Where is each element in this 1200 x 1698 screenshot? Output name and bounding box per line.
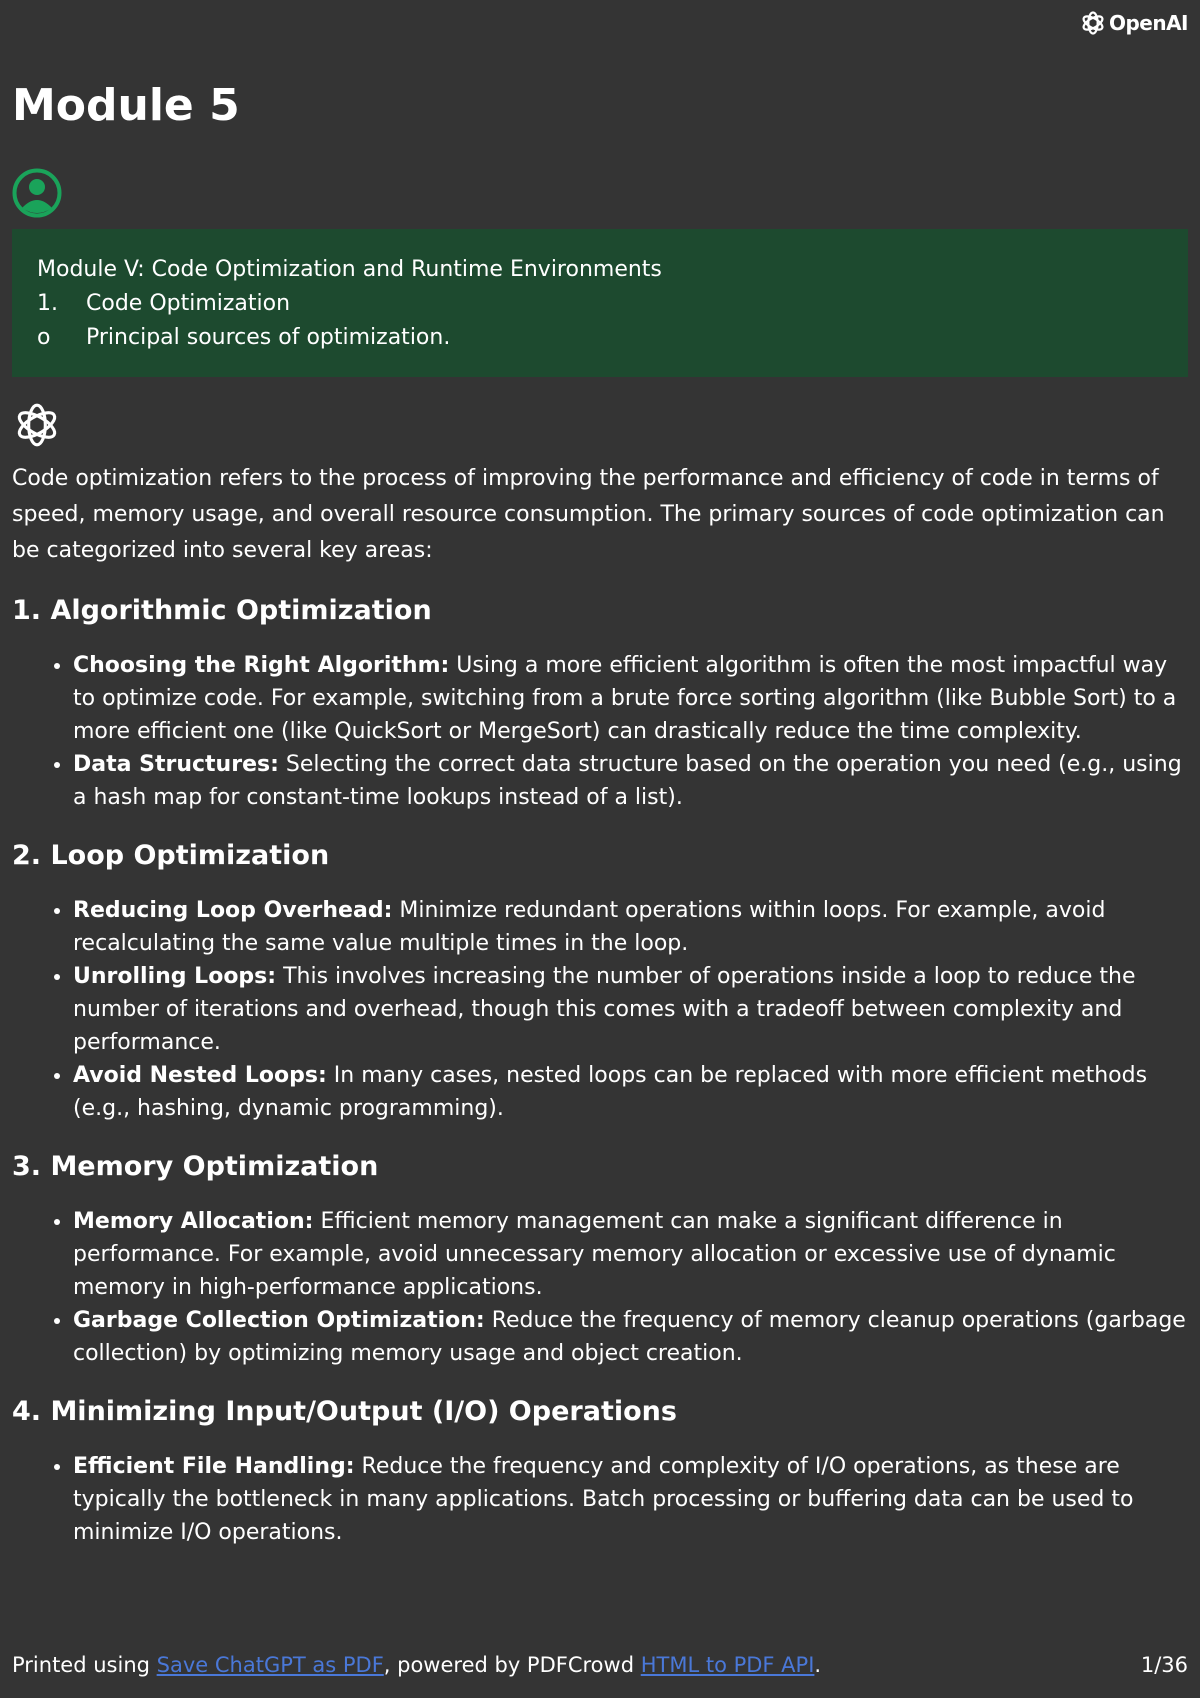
- list-item-text: Minimize redundant operations within loops. For example, avoid recalculating the same value multiple times in the loop.: [73, 898, 1106, 956]
- list-item: [73, 1304, 1188, 1370]
- list-item-term: Efficient File Handling:: [73, 1454, 355, 1479]
- list-item-text: This involves increasing the number of operations inside a loop to reduce the number of iterations and overhead, though this comes with a tradeoff between complexity and performance.: [73, 964, 1136, 1055]
- html-to-pdf-api-link[interactable]: HTML to PDF API: [640, 1653, 815, 1677]
- footer-suffix: .: [814, 1653, 822, 1677]
- list-item-text: In many cases, nested loops can be replaced with more efficient methods (e.g., hashing, dynamic programming).: [73, 1063, 1148, 1121]
- footer-middle: , powered by PDFCrowd: [383, 1653, 641, 1677]
- page-footer: [12, 1650, 1188, 1680]
- list-item-text: Using a more efficient algorithm is often the most impactful way to optimize code. For example, switching from a brute force sorting algorithm (like Bubble Sort) to a more efficient one (like QuickSort or MergeSort) can drastically reduce the time complexity.: [73, 653, 1177, 744]
- save-chatgpt-pdf-link[interactable]: Save ChatGPT as PDF: [156, 1653, 384, 1677]
- response-intro: Code optimization refers to the process of improving the performance and efficiency of code in terms of speed, memory usage, and overall resource consumption. The primary sources of code optimization can be categorized into several key areas:: [12, 466, 1165, 563]
- list-item-term: Garbage Collection Optimization:: [73, 1308, 485, 1333]
- section-list: [12, 1450, 1188, 1549]
- user-avatar: [12, 168, 62, 222]
- section-heading: 1. Algorithmic Optimization: [12, 595, 432, 626]
- list-item-text: Reduce the frequency and complexity of I/O operations, as these are typically the bottleneck in many applications. Batch processing or buffering data can be used to minimize I/O operations.: [73, 1454, 1134, 1545]
- list-item-term: Choosing the Right Algorithm:: [73, 653, 450, 678]
- prompt-line-text: Principal sources of optimization.: [86, 325, 451, 350]
- section-heading: 2. Loop Optimization: [12, 840, 330, 871]
- list-item: [73, 748, 1188, 814]
- user-avatar-icon: [12, 168, 62, 218]
- assistant-response: [12, 461, 1188, 1549]
- list-item-text: Reduce the frequency of memory cleanup operations (garbage collection) by optimizing memory usage and object creation.: [73, 1308, 1186, 1366]
- list-item-term: Reducing Loop Overhead:: [73, 898, 393, 923]
- page-number: 1/36: [1140, 1653, 1188, 1677]
- list-item-text: Selecting the correct data structure based on the operation you need (e.g., using a hash map for constant-time lookups instead of a list).: [73, 752, 1182, 810]
- list-item: [73, 1205, 1188, 1304]
- user-prompt-box: [12, 229, 1188, 377]
- list-item-term: Data Structures:: [73, 752, 279, 777]
- brand-name: OpenAI: [1108, 11, 1188, 35]
- section-list: [12, 1205, 1188, 1370]
- prompt-line: [37, 253, 1163, 287]
- page-title: Module 5: [12, 80, 240, 131]
- prompt-line: [37, 287, 1163, 321]
- prompt-line-marker: 1.: [37, 291, 58, 316]
- section-list: [12, 649, 1188, 814]
- footer-credit: [12, 1650, 821, 1680]
- openai-logo-icon: [1079, 9, 1107, 37]
- list-item: [73, 894, 1188, 960]
- openai-logo-icon: [12, 400, 62, 450]
- list-item-text: Efficient memory management can make a significant difference in performance. For example, avoid unnecessary memory allocation or excessive use of dynamic memory in high-performance applications.: [73, 1209, 1116, 1300]
- list-item: [73, 1450, 1188, 1549]
- list-item-term: Avoid Nested Loops:: [73, 1063, 327, 1088]
- brand-logo: [1079, 9, 1188, 37]
- prompt-line-marker: o: [37, 325, 51, 350]
- list-item-term: Unrolling Loops:: [73, 964, 277, 989]
- list-item: [73, 649, 1188, 748]
- footer-prefix: Printed using: [12, 1653, 157, 1677]
- prompt-line-text: Code Optimization: [86, 291, 291, 316]
- list-item: [73, 1059, 1188, 1125]
- section-heading: 4. Minimizing Input/Output (I/O) Operations: [12, 1396, 677, 1427]
- prompt-line: [37, 321, 1163, 355]
- section-heading: 3. Memory Optimization: [12, 1151, 379, 1182]
- list-item-term: Memory Allocation:: [73, 1209, 314, 1234]
- list-item: [73, 960, 1188, 1059]
- section-list: [12, 894, 1188, 1125]
- assistant-avatar: [12, 400, 62, 454]
- prompt-line-text: Module V: Code Optimization and Runtime Environments: [37, 257, 662, 282]
